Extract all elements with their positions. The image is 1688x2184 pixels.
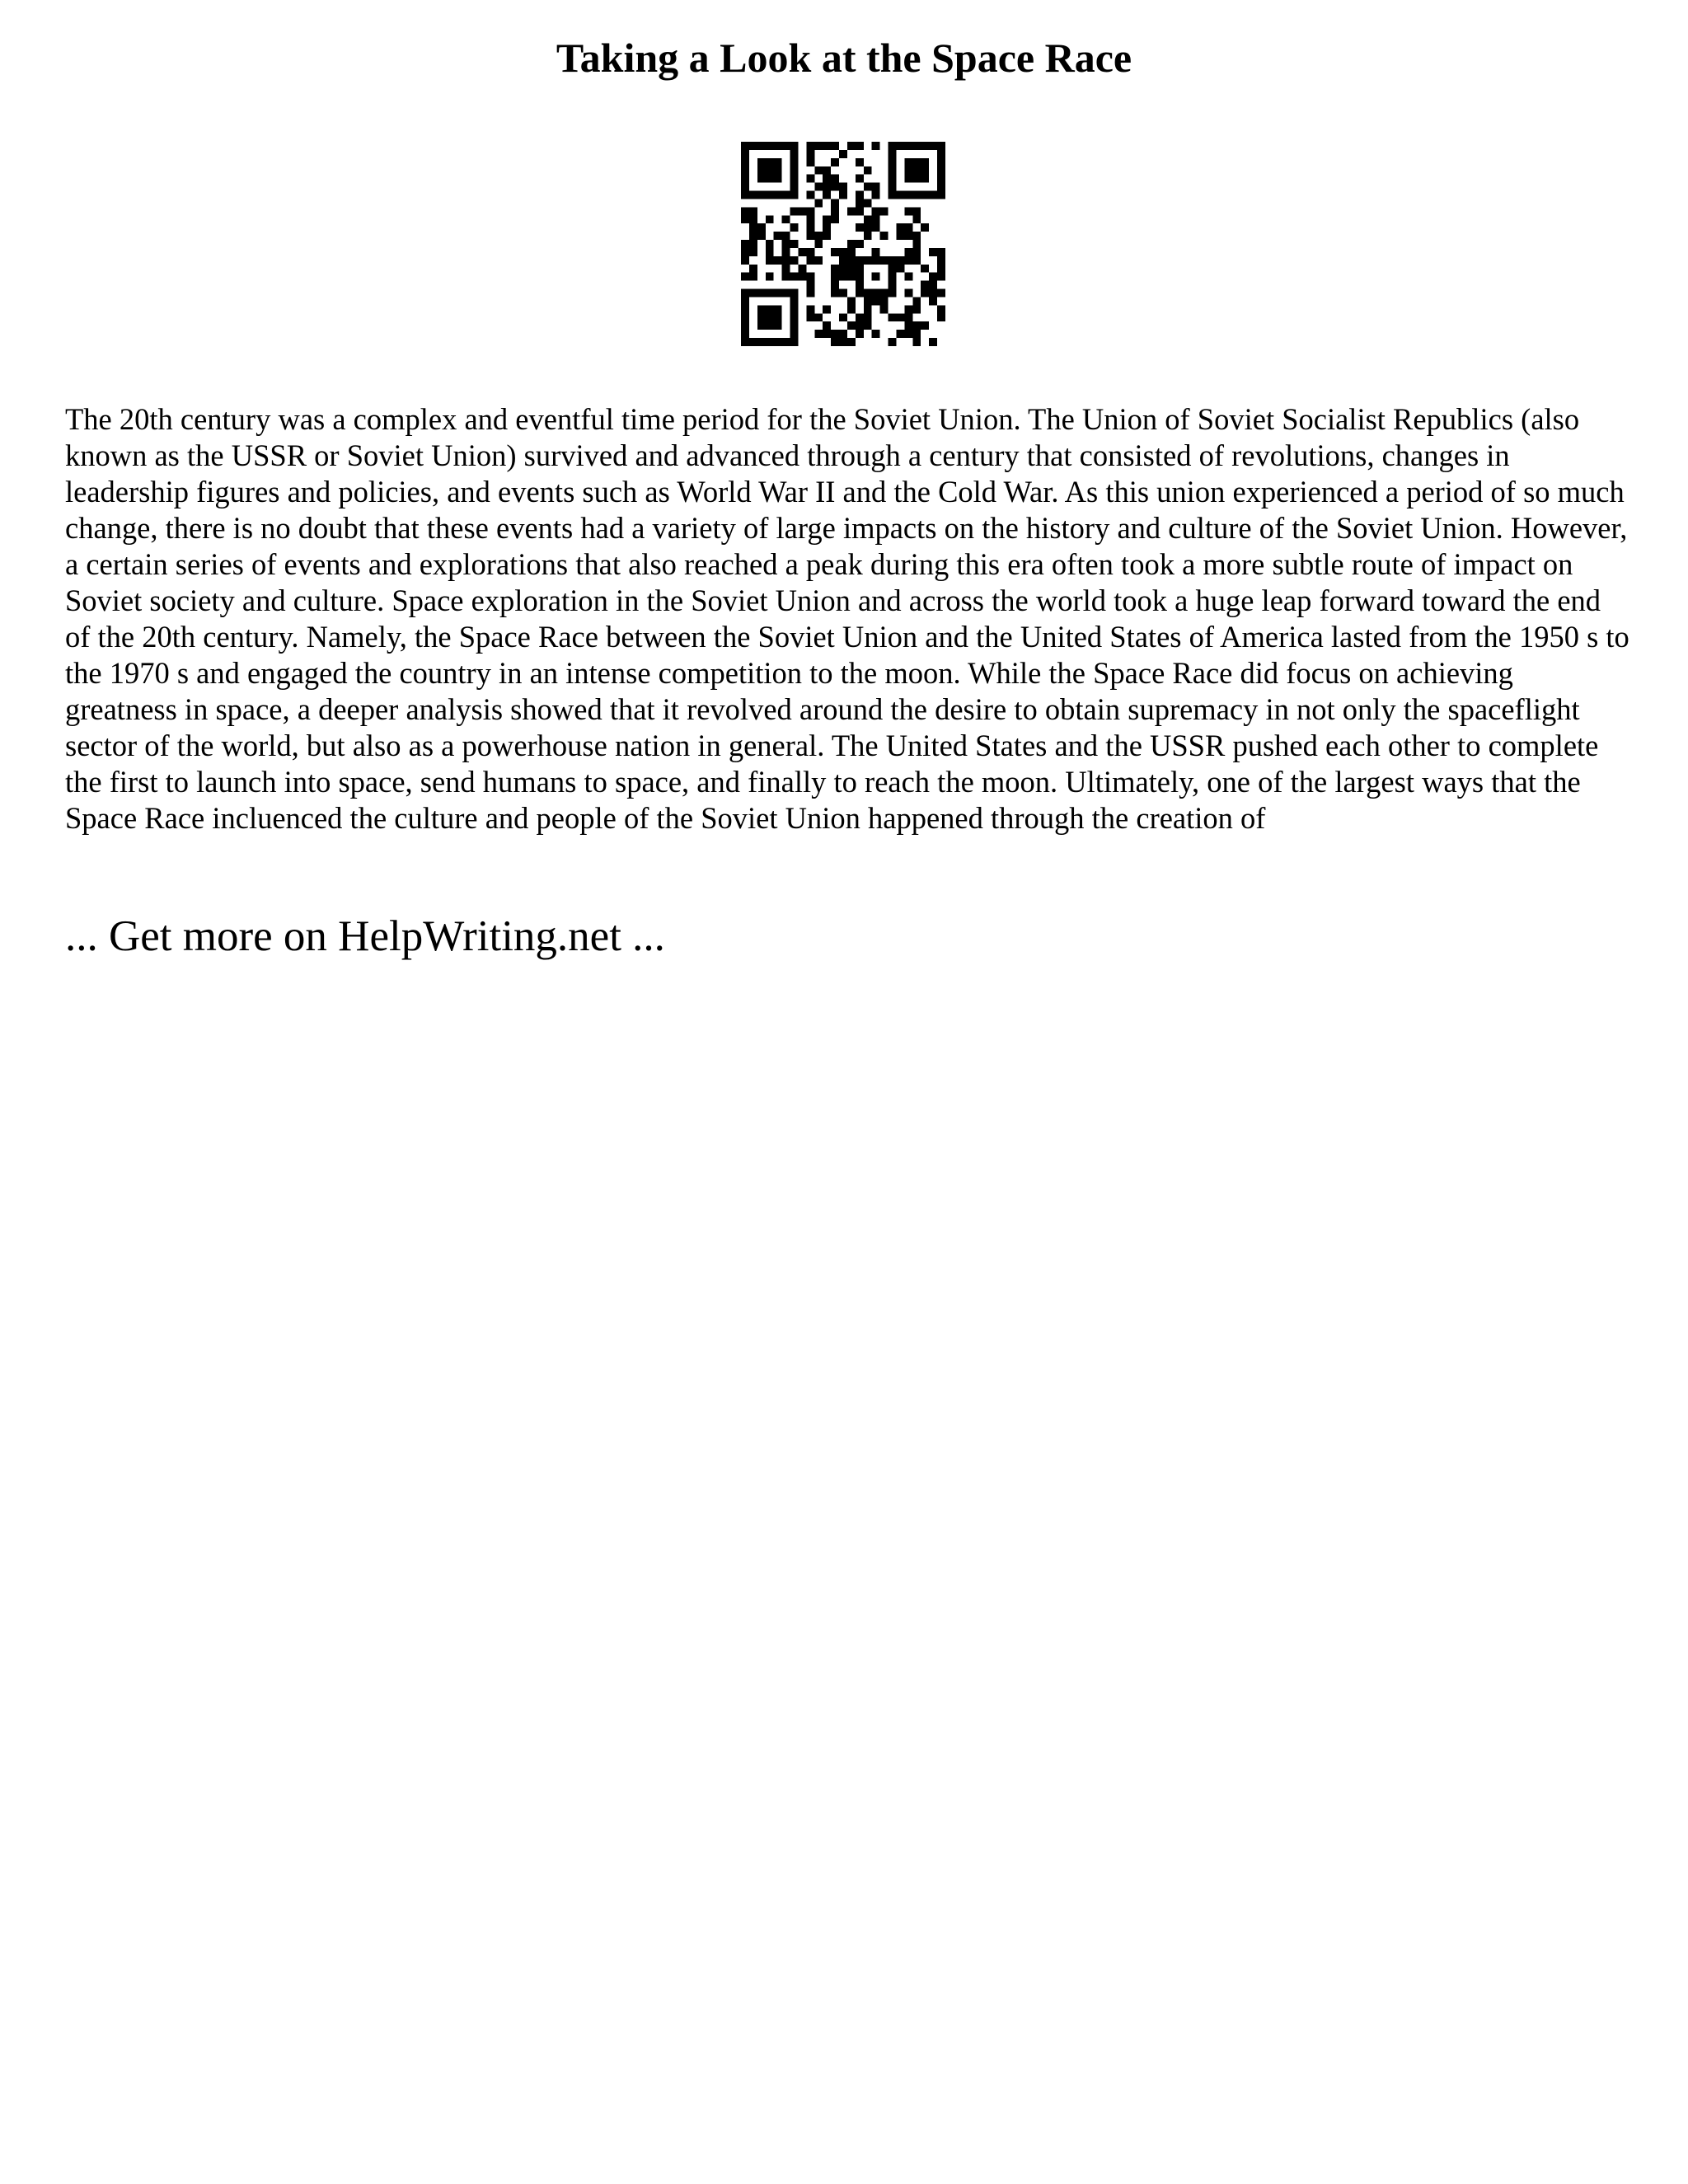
get-more-link[interactable]: ... Get more on HelpWriting.net ... (65, 912, 665, 960)
body-paragraph: The 20th century was a complex and eventful time period for the Soviet Union. The Union of Soviet Socialist Republics (also known as the USSR or Soviet Union) survived and advanced through a century that consisted of revolutions, changes in leadership figures and policies, and events such as World War II and the Cold War. As this union experienced a period of so much change, there is no doubt that these events had a variety of large impacts on the history and culture of the Soviet Union. However, a certain series of events and explorations that also reached a peak during this era often took a more subtle route of impact on Soviet society and culture. Space exploration in the Soviet Union and across the world took a huge leap forward toward the end of the 20th century. Namely, the Space Race between the Soviet Union and the United States of America lasted from the 1950 s to the 1970 s and engaged the country in an intense competition to the moon. While the Space Race did focus on achieving greatness in space, a deeper analysis showed that it revolved around the desire to obtain supremacy in not only the spaceflight sector of the world, but also as a powerhouse nation in general. The United States and the USSR pushed each other to complete the first to launch into space, send humans to space, and finally to reach the moon. Ultimately, one of the largest ways that the Space Race incluenced the culture and people of the Soviet Union happened through the creation of (65, 402, 1629, 835)
page-title: Taking a Look at the Space Race (556, 35, 1132, 81)
qr-code-icon[interactable] (741, 142, 945, 346)
